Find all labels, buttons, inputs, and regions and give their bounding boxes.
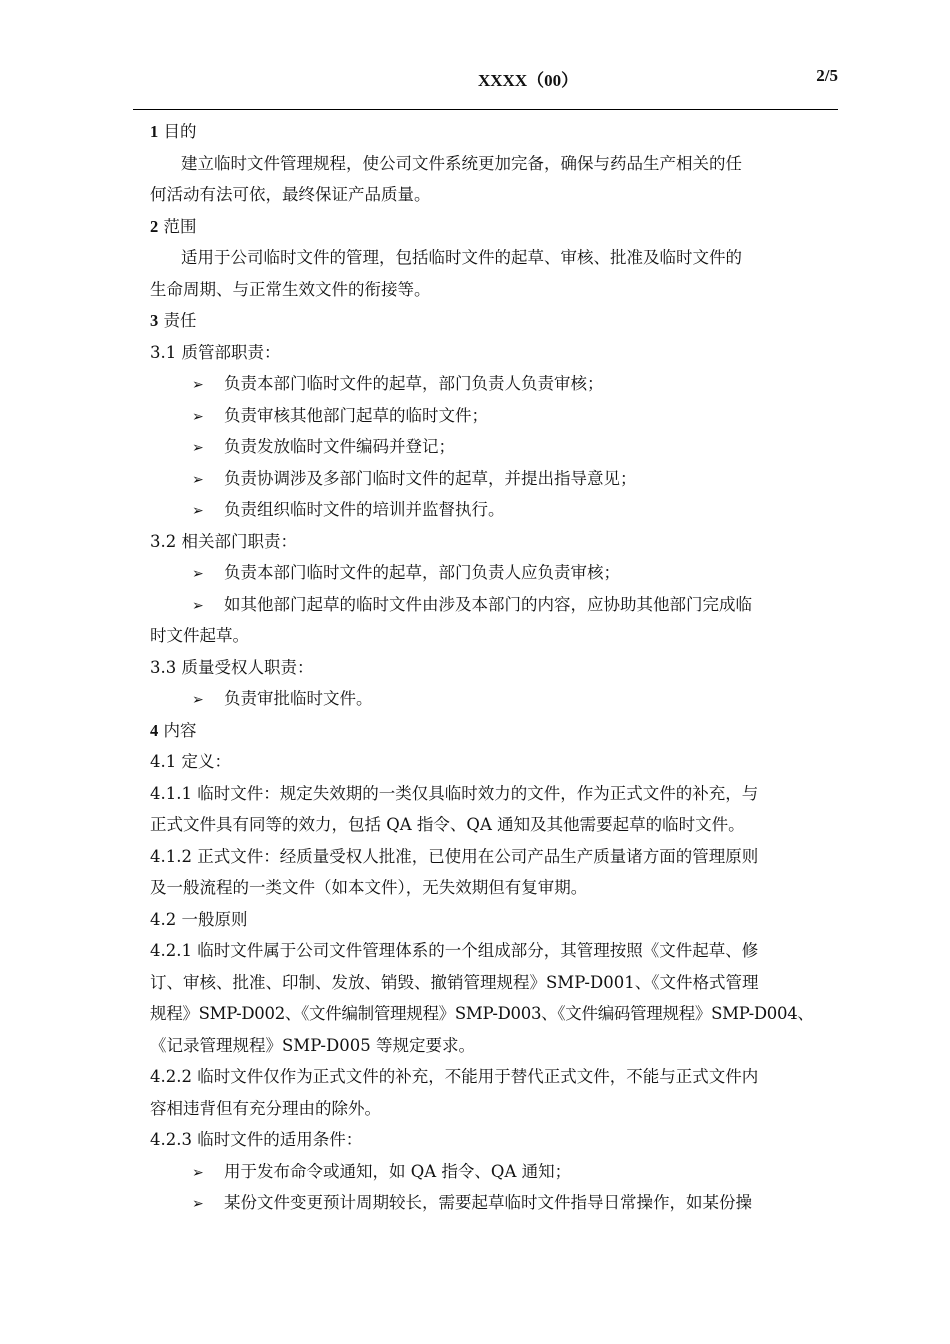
paragraph-line: 订、审核、批准、印制、发放、销毁、撤销管理规程》SMP-D001、《文件格式管理 xyxy=(150,972,759,992)
list-item-text: 负责组织临时文件的培训并监督执行。 xyxy=(224,500,505,519)
section-title: 目的 xyxy=(163,122,197,141)
subsection-heading: 3.3 质量受权人职责： xyxy=(150,657,314,677)
arrow-bullet-icon: ➢ xyxy=(192,408,204,425)
arrow-bullet-icon: ➢ xyxy=(192,503,204,519)
paragraph-line: 规程》SMP-D002、《文件编制管理规程》SMP-D003、《文件编码管理规程》SMP-D004、 xyxy=(150,1004,814,1023)
list-item-text: 负责本部门临时文件的起草，部门负责人应负责审核； xyxy=(224,563,620,582)
page-header xyxy=(133,66,838,96)
section-heading xyxy=(150,305,838,337)
section-heading xyxy=(150,116,838,148)
subsection-heading: 4.2.3 临时文件的适用条件： xyxy=(150,1130,363,1149)
list-item-text: 负责审批临时文件。 xyxy=(224,689,373,708)
list-item xyxy=(150,683,838,715)
list-item-text: 负责发放临时文件编码并登记； xyxy=(224,437,455,456)
list-item xyxy=(150,400,838,432)
section-number: 2 xyxy=(150,216,159,236)
arrow-bullet-icon: ➢ xyxy=(192,566,204,582)
list-item xyxy=(150,589,838,621)
section-number: 4 xyxy=(150,720,159,740)
page-number: 2/5 xyxy=(816,66,838,85)
paragraph-line: 4.1.2 正式文件：经质量受权人批准，已使用在公司产品生产质量诸方面的管理原则 xyxy=(150,846,759,866)
list-item-text: 负责本部门临时文件的起草，部门负责人负责审核； xyxy=(224,374,604,393)
paragraph-line: 何活动有法可依，最终保证产品质量。 xyxy=(150,185,431,204)
arrow-bullet-icon: ➢ xyxy=(192,597,204,614)
section-title: 内容 xyxy=(163,720,197,740)
arrow-bullet-icon: ➢ xyxy=(192,692,204,708)
section-heading xyxy=(150,211,838,243)
list-item xyxy=(150,1156,838,1188)
list-item-text: 某份文件变更预计周期较长，需要起草临时文件指导日常操作，如某份操 xyxy=(224,1193,752,1212)
arrow-bullet-icon: ➢ xyxy=(192,440,204,456)
arrow-bullet-icon: ➢ xyxy=(192,1196,204,1212)
list-item xyxy=(150,1187,838,1219)
subsection-heading: 4.1 定义： xyxy=(150,752,231,771)
list-item xyxy=(150,431,838,463)
list-item-text: 负责审核其他部门起草的临时文件； xyxy=(224,405,488,425)
list-item-text: 负责协调涉及多部门临时文件的起草，并提出指导意见； xyxy=(224,468,637,488)
paragraph-line: 容相违背但有充分理由的除外。 xyxy=(150,1098,381,1118)
paragraph-line: 及一般流程的一类文件（如本文件），无失效期但有复审期。 xyxy=(150,878,588,897)
list-item-text: 用于发布命令或通知，如 QA 指令、QA 通知； xyxy=(224,1161,572,1181)
arrow-bullet-icon: ➢ xyxy=(192,377,204,393)
paragraph-line: 《记录管理规程》SMP-D005 等规定要求。 xyxy=(150,1035,475,1055)
subsection-heading: 4.2 一般原则 xyxy=(150,909,248,929)
list-item xyxy=(150,463,838,495)
list-item xyxy=(150,368,838,400)
list-item xyxy=(150,494,838,526)
document-body xyxy=(150,116,838,1219)
section-title: 范围 xyxy=(163,216,197,236)
section-number: 1 xyxy=(150,122,159,141)
paragraph-line: 适用于公司临时文件的管理，包括临时文件的起草、审核、批准及临时文件的 xyxy=(181,248,742,267)
paragraph-line: 正式文件具有同等的效力，包括 QA 指令、QA 通知及其他需要起草的临时文件。 xyxy=(150,815,745,834)
subsection-heading: 3.1 质管部职责： xyxy=(150,342,281,362)
arrow-bullet-icon: ➢ xyxy=(192,471,204,488)
arrow-bullet-icon: ➢ xyxy=(192,1164,204,1181)
paragraph-line: 4.2.1 临时文件属于公司文件管理体系的一个组成部分，其管理按照《文件起草、修 xyxy=(150,941,759,960)
paragraph-line: 4.2.2 临时文件仅作为正式文件的补充，不能用于替代正式文件，不能与正式文件内 xyxy=(150,1067,759,1086)
list-item xyxy=(150,557,838,589)
paragraph-line: 4.1.1 临时文件：规定失效期的一类仅具临时效力的文件，作为正式文件的补充，与 xyxy=(150,783,759,803)
section-title: 责任 xyxy=(163,311,197,330)
paragraph-line: 建立临时文件管理规程，使公司文件系统更加完备，确保与药品生产相关的任 xyxy=(181,153,742,173)
list-item-continuation: 时文件起草。 xyxy=(150,626,249,645)
header-rule xyxy=(133,109,838,110)
paragraph-line: 生命周期、与正常生效文件的衔接等。 xyxy=(150,279,431,299)
section-number: 3 xyxy=(150,311,159,330)
list-item-text: 如其他部门起草的临时文件由涉及本部门的内容，应协助其他部门完成临 xyxy=(224,594,752,614)
subsection-heading: 3.2 相关部门职责： xyxy=(150,531,297,551)
section-heading xyxy=(150,715,838,747)
document-code: XXXX（00） xyxy=(478,71,579,90)
